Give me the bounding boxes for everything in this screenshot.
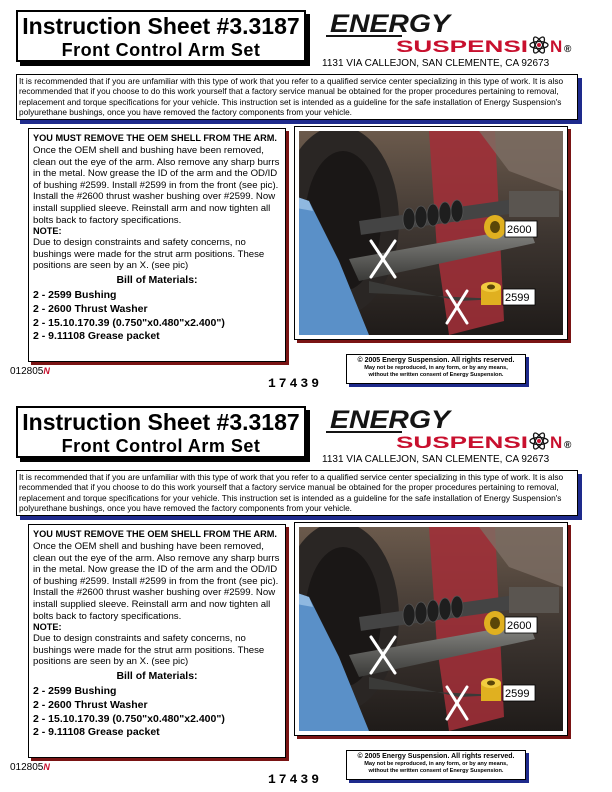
sheet-bottom-slot: [0, 396, 612, 792]
instructions-box: [28, 524, 286, 758]
note-label: NOTE:: [33, 622, 62, 633]
document-code: [10, 366, 50, 377]
copyright-line: © 2005 Energy Suspension. All rights reserved.: [357, 753, 515, 760]
bushing-2600: [484, 611, 506, 635]
label-2599: 2599: [505, 688, 530, 700]
instructions-box: [28, 128, 286, 362]
energy-suspension-logo: [322, 406, 587, 452]
note-label: NOTE:: [33, 226, 62, 237]
title-box: [16, 10, 306, 62]
instructions-heading: YOU MUST REMOVE THE OEM SHELL FROM THE ARM.: [33, 133, 277, 143]
logo-energy-text: ENERGY: [330, 406, 453, 434]
bom-item: 2 - 15.10.170.39 (0.750"x0.480"x2.400"): [33, 712, 225, 725]
installation-photo-frame: [294, 522, 568, 736]
instructions-body: Once the OEM shell and bushing have been removed, clean out the eye of the arm. Also remove any sharp burrs in the metal. Now grease the ID of the arm and the OD/ID of bushing #2599. Install #2599 in from the front (see pic). Install the #2600 thrust washer bushing over #2599. Now install supplied sleeve. Reinstall arm and now tighten all bolts back to factory specifications.: [33, 145, 280, 226]
copyright-notice: [346, 750, 526, 780]
bom-title: Bill of Materials:: [116, 669, 198, 682]
label-2600: 2600: [507, 620, 532, 632]
copyright-line: May not be reproduced, in any form, or by any means,: [364, 365, 508, 371]
bom-item: 2 - 2600 Thrust Washer: [33, 302, 148, 315]
part-number: 17439: [268, 376, 323, 391]
sheet-subtitle: Front Control Arm Set: [61, 436, 261, 456]
bom-item: 2 - 2599 Bushing: [33, 684, 117, 697]
atom-icon: [530, 431, 548, 450]
instructions-heading: YOU MUST REMOVE THE OEM SHELL FROM THE ARM.: [33, 529, 277, 539]
sheet-title: Instruction Sheet #3.3187: [22, 409, 300, 435]
logo-suspension-text: SUSPENSI: [396, 37, 528, 56]
part-number: 17439: [268, 772, 323, 787]
logo-suspension-end: N: [550, 433, 563, 452]
bushing-2599: [481, 282, 501, 305]
bom-item: 2 - 2599 Bushing: [33, 288, 117, 301]
bushing-2600: [484, 215, 506, 239]
bom-item: 2 - 9.11108 Grease packet: [33, 330, 160, 343]
document-code-number: 012805: [10, 366, 44, 377]
bom-title: Bill of Materials:: [116, 273, 198, 286]
registered-mark: ®: [564, 440, 572, 451]
sheet-title: Instruction Sheet #3.3187: [22, 13, 300, 39]
logo-suspension-end: N: [550, 37, 563, 56]
company-address: 1131 VIA CALLEJON, SAN CLEMENTE, CA 92673: [322, 58, 550, 69]
copyright-line: without the written consent of Energy Suspension.: [368, 372, 504, 378]
instructions-body: Once the OEM shell and bushing have been removed, clean out the eye of the arm. Also remove any sharp burrs in the metal. Now grease the ID of the arm and the OD/ID of bushing #2599. Install #2599 in from the front (see pic). Install the #2600 thrust washer bushing over #2599. Now install supplied sleeve. Reinstall arm and now tighten all bolts back to factory specifications.: [33, 541, 280, 622]
atom-icon: [530, 35, 548, 54]
safety-disclaimer: It is recommended that if you are unfamiliar with this type of work that you refer to a qualified service center specializing in this type of work. It is also recommended that if you choose to do this work yourself that a factory service manual be obtained for the proper procedures pertaining to removal, replacement and torque specifications for your vehicle. This instruction set is intended as a guideline for the safe installation of Energy Suspension's polyurethane bushings, once you have removed the factory components from your vehicle.: [16, 470, 578, 516]
sheet-subtitle: Front Control Arm Set: [61, 40, 261, 60]
logo-suspension-text: SUSPENSI: [396, 433, 528, 452]
label-2599: 2599: [505, 292, 530, 304]
company-address: 1131 VIA CALLEJON, SAN CLEMENTE, CA 92673: [322, 454, 550, 465]
installation-photo: [299, 131, 563, 335]
copyright-line: © 2005 Energy Suspension. All rights reserved.: [357, 357, 515, 364]
registered-mark: ®: [564, 44, 572, 55]
copyright-line: May not be reproduced, in any form, or by any means,: [364, 761, 508, 767]
note-body: Due to design constraints and safety concerns, no bushings were made for the strut arm positions. These positions are seen by an X. (see pic): [33, 633, 265, 668]
document-code-mark: N: [43, 366, 50, 376]
bom-item: 2 - 2600 Thrust Washer: [33, 698, 148, 711]
copyright-line: without the written consent of Energy Suspension.: [368, 768, 504, 774]
copyright-notice: [346, 354, 526, 384]
document-code: [10, 762, 50, 773]
bushing-2599: [481, 678, 501, 701]
label-2600: 2600: [507, 224, 532, 236]
logo-energy-text: ENERGY: [330, 10, 453, 38]
safety-disclaimer: It is recommended that if you are unfamiliar with this type of work that you refer to a qualified service center specializing in this type of work. It is also recommended that if you choose to do this work yourself that a factory service manual be obtained for the proper procedures pertaining to removal, replacement and torque specifications for your vehicle. This instruction set is intended as a guideline for the safe installation of Energy Suspension's polyurethane bushings, once you have removed the factory components from your vehicle.: [16, 74, 578, 120]
document-code-number: 012805: [10, 762, 44, 773]
title-box: [16, 406, 306, 458]
energy-suspension-logo: [322, 10, 587, 56]
note-body: Due to design constraints and safety concerns, no bushings were made for the strut arm positions. These positions are seen by an X. (see pic): [33, 237, 265, 272]
instruction-sheet: [0, 396, 612, 792]
document-code-mark: N: [43, 762, 50, 772]
installation-photo: [299, 527, 563, 731]
bom-item: 2 - 9.11108 Grease packet: [33, 726, 160, 739]
bom-item: 2 - 15.10.170.39 (0.750"x0.480"x2.400"): [33, 316, 225, 329]
installation-photo-frame: [294, 126, 568, 340]
